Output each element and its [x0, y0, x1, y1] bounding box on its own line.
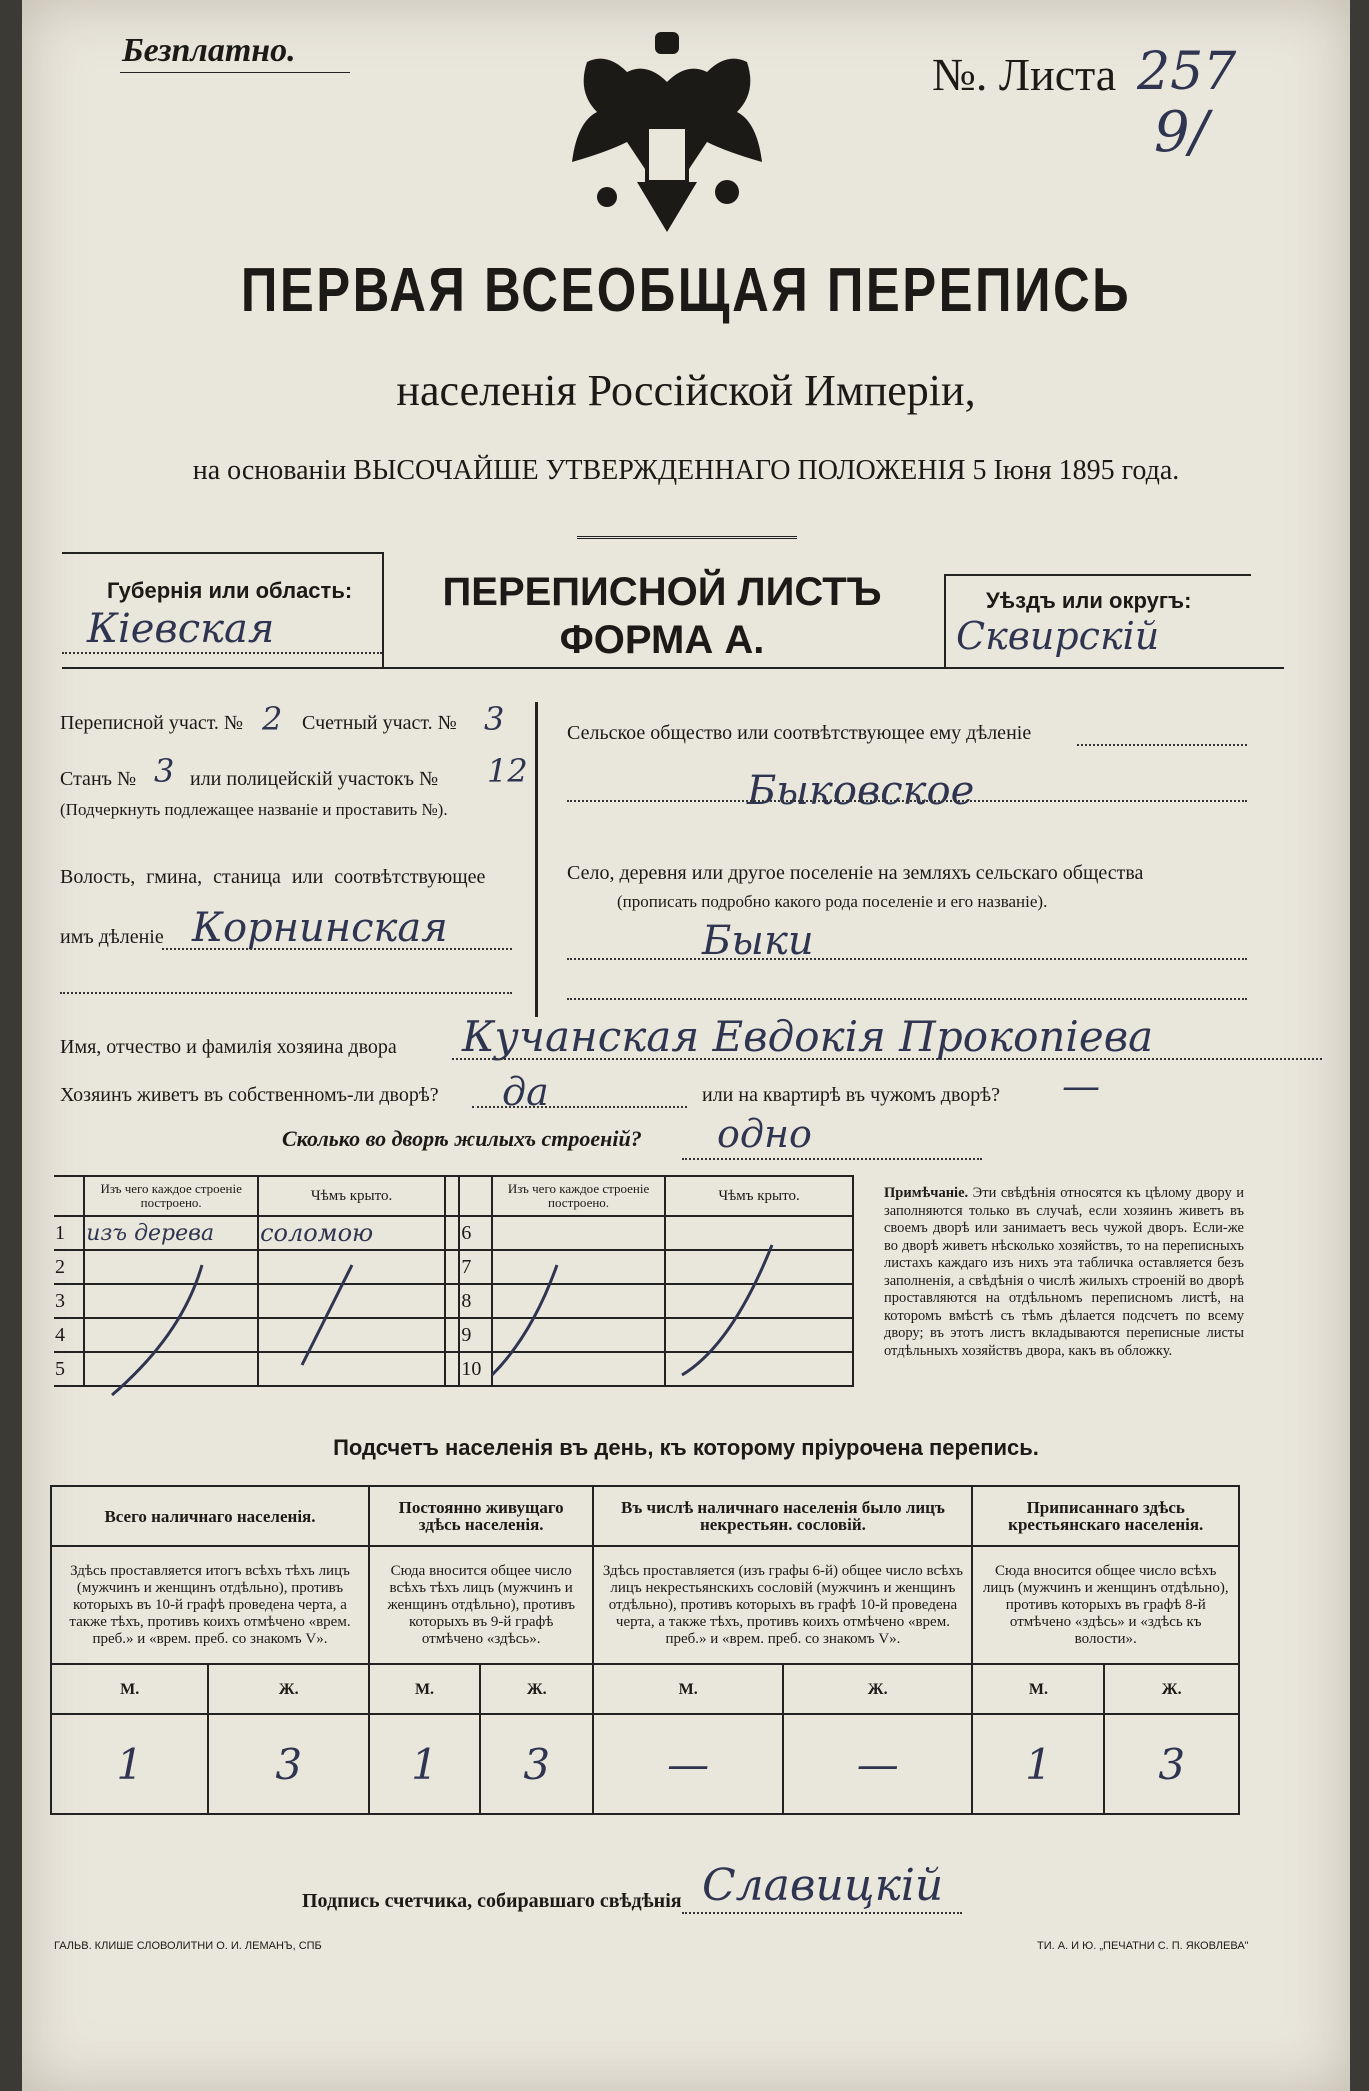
village-note: (прописать подробно какого рода поселеніе и его названіе). — [617, 892, 1048, 911]
district-label: Уѣздъ или округъ: — [986, 588, 1192, 613]
buildings-count-label: Сколько во дворѣ жилыхъ строеній? — [282, 1126, 642, 1151]
col-non-christian: Въ числѣ наличнаго населенія было лицъ некрестьян. сословій. — [593, 1486, 972, 1546]
col-material: Изъ чего каждое строеніе построено. — [84, 1176, 258, 1216]
row1-material: изъ дерева — [84, 1216, 258, 1250]
col-total: Всего наличнаго населенія. — [51, 1486, 369, 1546]
row-num: 8 — [459, 1284, 492, 1318]
owner-label: Имя, отчество и фамилія хозяина двора — [60, 1036, 397, 1058]
sheet-number-label: №. Листа — [932, 49, 1117, 100]
printer-left: ГАЛЬВ. КЛИШЕ СЛОВОЛИТНИ О. И. ЛЕМАНЪ, СПБ — [54, 1940, 322, 1952]
main-title: ПЕРВАЯ ВСЕОБЩАЯ ПЕРЕПИСЬ — [240, 256, 1132, 325]
row-num: 4 — [54, 1318, 84, 1352]
sex-m: М. — [369, 1664, 480, 1714]
province-box — [62, 552, 384, 669]
sheet-number-value: 257 — [1137, 42, 1237, 102]
desc-permanent: Сюда вносится общее число всѣхъ тѣхъ лицъ (мужчинъ и женщинъ отдѣльно), противъ которыхъ въ 9-й графѣ отмѣчено «здѣсь». — [369, 1546, 593, 1664]
province-label: Губернія или область: — [107, 578, 353, 603]
row1-roof: соломою — [258, 1216, 445, 1250]
enumerator-label: Подпись счетчика, собиравшаго свѣдѣнія — [302, 1890, 682, 1912]
row-num: 9 — [459, 1318, 492, 1352]
village-value: Быки — [702, 918, 814, 964]
value-permanent-m: 1 — [369, 1714, 480, 1814]
owner-value: Кучанская Евдокія Прокопіева — [462, 1012, 1154, 1061]
camp-value: 3 — [154, 752, 175, 790]
volost-value: Корнинская — [192, 905, 448, 951]
own-yard-value: да — [502, 1070, 549, 1114]
underline-note: (Подчеркнуть подлежащее названіе и проставить №). — [60, 800, 448, 819]
row-num: 7 — [459, 1250, 492, 1284]
enumerator-signature: Славицкій — [702, 1860, 944, 1911]
printer-right: ТИ. А. И Ю. „ПЕЧАТНИ С. П. ЯКОВЛЕВА" — [1037, 1940, 1249, 1952]
sex-m: М. — [972, 1664, 1104, 1714]
sex-m: М. — [51, 1664, 208, 1714]
community-label: Сельское общество или соотвѣтствующее ему дѣленіе — [567, 722, 1032, 744]
count-plot-value: 3 — [484, 700, 505, 738]
census-plot-value: 2 — [262, 700, 283, 738]
col-material-2: Изъ чего каждое строеніе построено. — [492, 1176, 665, 1216]
own-yard-label: Хозяинъ живетъ въ собственномъ-ли дворѣ? — [60, 1084, 439, 1106]
police-plot-value: 12 — [487, 752, 528, 790]
desc-registered: Сюда вносится общее число всѣхъ лицъ (мужчинъ и женщинъ отдѣльно), противъ которыхъ въ графѣ 8-й отмѣчено «здѣсь» и «здѣсь къ волости». — [972, 1546, 1239, 1664]
row-num: 10 — [459, 1352, 492, 1386]
sex-f: Ж. — [480, 1664, 593, 1714]
double-headed-eagle-icon — [567, 32, 767, 247]
sex-f: Ж. — [783, 1664, 973, 1714]
count-plot-label: Счетный участ. № — [302, 712, 457, 734]
note-title: Примѣчаніе. — [884, 1185, 969, 1201]
form-subtitle: ФОРМА А. — [559, 618, 765, 662]
value-permanent-f: 3 — [480, 1714, 593, 1814]
col-roof: Чѣмъ крыто. — [258, 1176, 445, 1216]
sheet-number-correction: 9/ — [1154, 100, 1209, 165]
community-value: Быковское — [747, 768, 975, 814]
sex-f: Ж. — [208, 1664, 369, 1714]
police-plot-label: или полицейскій участокъ № — [190, 768, 439, 790]
col-permanent: Постоянно живущаго здѣсь населенія. — [369, 1486, 593, 1546]
value-registered-f: 3 — [1104, 1714, 1239, 1814]
sex-m: М. — [593, 1664, 783, 1714]
row-num: 3 — [54, 1284, 84, 1318]
row-num: 1 — [54, 1216, 84, 1250]
value-registered-m: 1 — [972, 1714, 1104, 1814]
value-total-m: 1 — [51, 1714, 208, 1814]
rented-label: или на квартирѣ въ чужомъ дворѣ? — [702, 1084, 1001, 1106]
col-registered: Приписаннаго здѣсь крестьянскаго населенія. — [972, 1486, 1239, 1546]
crossed-out-cells — [82, 1225, 862, 1405]
volost-label: Волость, гмина, станица или соотвѣтствующее — [60, 866, 486, 888]
form-title: ПЕРЕПИСНОЙ ЛИСТЪ — [442, 570, 882, 614]
district-box — [944, 574, 1251, 669]
note-text — [884, 1185, 1244, 1360]
census-sheet — [22, 0, 1350, 2091]
census-plot-label: Переписной участ. № — [60, 712, 244, 734]
free-label: Безплатно. — [122, 32, 296, 69]
desc-non-christian: Здѣсь проставляется (изъ графы 6-й) общее число всѣхъ лицъ некрестьянскихъ сословій (мужчинъ и женщинъ отдѣльно), противъ которыхъ въ графѣ 10-й проведена черта, а также тѣхъ, противъ коихъ отмѣчено «врем. преб.» и «врем. преб. со знакомъ V». — [593, 1546, 972, 1664]
subtitle: населенія Россійской Имперіи, — [396, 366, 976, 415]
row-num: 2 — [54, 1250, 84, 1284]
camp-label: Станъ № — [60, 768, 137, 790]
district-value: Сквирскій — [956, 614, 1160, 658]
rented-value: — — [1062, 1064, 1100, 1108]
basis-line: на основаніи ВЫСОЧАЙШЕ УТВЕРЖДЕННАГО ПОЛОЖЕНІЯ 5 Іюня 1895 года. — [192, 455, 1180, 486]
population-table — [50, 1485, 1240, 1815]
col-roof-2: Чѣмъ крыто. — [665, 1176, 853, 1216]
desc-total: Здѣсь проставляется итогъ всѣхъ тѣхъ лицъ (мужчинъ и женщинъ отдѣльно), противъ которыхъ въ 10-й графѣ проведена черта, а также тѣхъ, противъ коихъ отмѣчено «врем. преб.» и «врем. преб. со знакомъ V». — [51, 1546, 369, 1664]
village-label: Село, деревня или другое поселеніе на земляхъ сельскаго общества — [567, 862, 1144, 884]
note-body: Эти свѣдѣнія относятся къ цѣлому двору и заполняются только въ случаѣ, если хозяинъ живетъ въ своемъ дворѣ или занимаетъ весь чужой дворъ. Если-же во дворѣ живетъ нѣсколько хозяйствъ, то на переписныхъ листахъ каждаго изъ нихъ эта табличка оставляется безъ заполненія, а свѣдѣнія о числѣ жилыхъ строеній во дворѣ проставляются на отдѣльномъ переписномъ листѣ, на которомъ вмѣстѣ съ тѣмъ дѣлается подсчетъ по всему двору; въ этотъ листъ вкладываются переписные листы отдѣльныхъ хозяйствъ двора, какъ въ обложку. — [884, 1185, 1245, 1359]
province-value: Кіевская — [87, 606, 275, 652]
value-non-christian-f: — — [783, 1714, 973, 1814]
buildings-count-value: одно — [717, 1112, 812, 1156]
row-num: 5 — [54, 1352, 84, 1386]
value-non-christian-m: — — [593, 1714, 783, 1814]
population-title: Подсчетъ населенія въ день, къ которому пріурочена перепись. — [333, 1435, 1039, 1460]
sex-f: Ж. — [1104, 1664, 1239, 1714]
row-num: 6 — [459, 1216, 492, 1250]
value-total-f: 3 — [208, 1714, 369, 1814]
division-label: имъ дѣленіе — [60, 926, 164, 948]
